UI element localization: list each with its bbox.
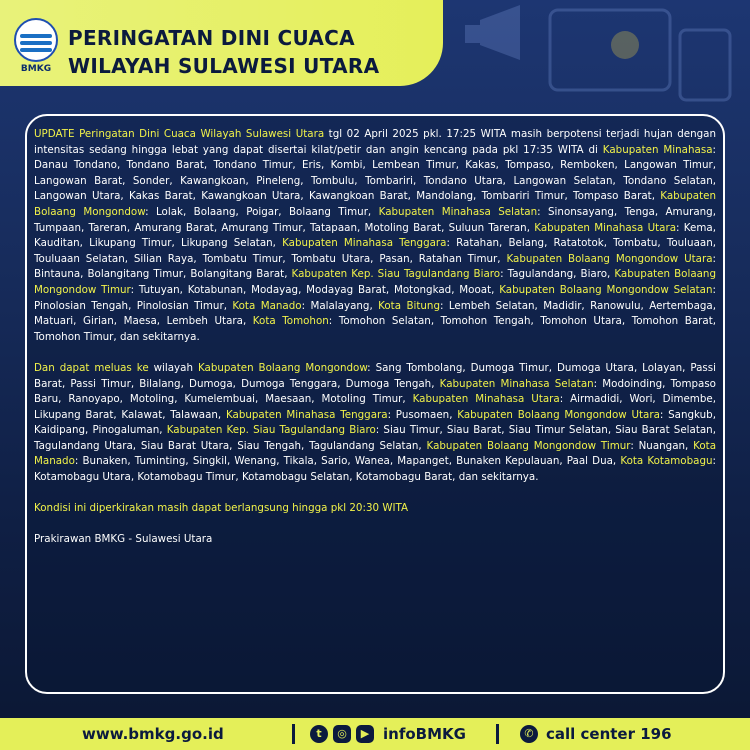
body-text: : Siau Timur, Siau Barat, Siau Timur Selatan, Siau Barat Selatan, Tagulandang Utara, Siau Barat Utara, Siau Tengah, Tagulandang Selatan, xyxy=(34,424,716,452)
region-label: Kabupaten Minahasa Tenggara xyxy=(225,408,388,421)
whatsapp-icon[interactable]: ✆ xyxy=(520,725,538,743)
region-label: Kabupaten Minahasa Selatan xyxy=(378,205,538,218)
background-illustration xyxy=(410,0,750,120)
region-label: Kabupaten Bolaang Mongondow Utara xyxy=(457,408,660,421)
region-label: Kabupaten Kep. Siau Tagulandang Biaro xyxy=(166,424,376,437)
region-label: Kota Tomohon xyxy=(252,315,329,328)
region-label: Kota Manado xyxy=(34,439,717,468)
header-banner xyxy=(0,0,443,86)
body-text: : Pinolosian Tengah, Pinolosian Timur, xyxy=(34,283,716,312)
region-label: Kabupaten Minahasa Selatan xyxy=(439,377,594,390)
region-label: Kabupaten Minahasa Utara xyxy=(534,221,677,234)
region-label: Kota Bitung xyxy=(378,299,440,312)
region-label: Kabupaten Bolaang Mongondow Timur xyxy=(34,268,716,296)
page-subtitle: WILAYAH SULAWESI UTARA xyxy=(68,54,380,78)
twitter-icon[interactable]: t xyxy=(310,725,328,743)
body-text: : Sang Tombolang, Dumoga Timur, Dumoga Utara, Lolayan, Passi Barat, Passi Timur, Bilalang, Dumoga, Dumoga Tenggara, Dumoga Tengah, xyxy=(34,361,716,390)
body-text: : Modoinding, Tompaso Baru, Ranoyapo, Motoling, Kumelembuai, Maesaan, Motoling Timur, xyxy=(34,377,716,406)
region-label: Dan dapat meluas ke xyxy=(34,361,149,374)
body-text: : Airmadidi, Wori, Dimembe, Likupang Barat, Kalawat, Talawaan, xyxy=(34,393,716,421)
body-text: : Pusomaen, xyxy=(387,408,458,421)
page-title: PERINGATAN DINI CUACA xyxy=(68,26,355,50)
body-text: tgl 02 April 2025 pkl. 17:25 WITA masih berpotensi terjadi hujan dengan intensitas sedang hingga lebat yang dapat disertai kilat/petir dan angin kencang pada pkl 17:35 WITA di xyxy=(34,128,716,156)
region-label: Kabupaten Bolaang Mongondow xyxy=(197,361,368,374)
body-text: : Sinonsayang, Tenga, Amurang, Tumpaan, Tareran, Amurang Barat, Amurang Timur, Tatapaan, Motoling Barat, Suluun Tareran, xyxy=(34,205,716,234)
region-label: Kota Kotamobagu xyxy=(620,455,713,468)
warning-content xyxy=(34,127,716,564)
call-center[interactable]: call center 196 xyxy=(546,725,672,743)
body-text: wilayah xyxy=(148,361,198,374)
logo-text: BMKG xyxy=(20,64,52,74)
divider xyxy=(496,724,499,744)
region-label: Kabupaten Bolaang Mongondow Selatan xyxy=(499,283,713,296)
body-text: : Bunaken, Tuminting, Singkil, Wenang, Tikala, Sario, Wanea, Mapanget, Bunaken Kepulauan, Paal Dua, xyxy=(74,455,621,468)
instagram-icon[interactable]: ◎ xyxy=(333,725,351,743)
region-label: Kabupaten Kep. Siau Tagulandang Biaro xyxy=(291,268,501,281)
bmkg-logo xyxy=(12,18,60,80)
region-label: Kota Manado xyxy=(232,299,302,312)
body-text: : Sangkub, Kaidipang, Pinogaluman, xyxy=(34,408,716,437)
body-text: : Bintauna, Bolangitang Timur, Bolangitang Barat, xyxy=(34,252,716,281)
region-label: Kabupaten Bolaang Mongondow xyxy=(34,190,716,218)
body-text: : Tutuyan, Kotabunan, Modayag, Modayag Barat, Motongkad, Mooat, xyxy=(130,283,500,296)
website-link[interactable]: www.bmkg.go.id xyxy=(82,725,224,743)
warning-paragraph xyxy=(34,127,716,345)
forecaster-signature: Prakirawan BMKG - Sulawesi Utara xyxy=(34,533,213,546)
region-label: Kabupaten Minahasa xyxy=(602,143,713,156)
social-handle[interactable]: infoBMKG xyxy=(383,725,466,743)
body-text: : Kotamobagu Utara, Kotamobagu Timur, Kotamobagu Selatan, Kotamobagu Barat, dan sekitarnya. xyxy=(34,455,716,484)
body-text: : Kema, Kauditan, Likupang Timur, Likupang Selatan, xyxy=(34,221,716,250)
body-text: : Lolak, Bolaang, Poigar, Bolaang Timur, xyxy=(145,205,379,218)
region-label: Kabupaten Minahasa Tenggara xyxy=(282,237,447,250)
body-text: : Lembeh Selatan, Madidir, Ranowulu, Aertembaga, Matuari, Girian, Maesa, Lembeh Utara, xyxy=(34,299,717,328)
region-label: Kabupaten Bolaang Mongondow Timur xyxy=(426,439,631,452)
region-label: UPDATE Peringatan Dini Cuaca Wilayah Sulawesi Utara xyxy=(34,128,325,140)
body-text: : Malalayang, xyxy=(301,299,379,312)
body-text: : Danau Tondano, Tondano Barat, Tondano Timur, Eris, Kombi, Lembean Timur, Kakas, Tompaso, Remboken, Langowan Timur, Langowan Barat, Sonder, Kawangkoan, Pineleng, Tombulu, Tombariri, Tondano Utara, Langowan Selatan, Tondano Selatan, Langowan Utara, Kakas Barat, Kawangkoan Utara, Kawangkoan Barat, Mandolang, Tombariri Timur, Tompaso Barat, xyxy=(34,143,716,203)
region-label: Kabupaten Bolaang Mongondow Utara xyxy=(506,252,713,265)
expansion-paragraph xyxy=(34,361,716,486)
youtube-icon[interactable]: ▶ xyxy=(356,725,374,743)
body-text: : Tomohon Selatan, Tomohon Tengah, Tomohon Utara, Tomohon Barat, Tomohon Timur, dan sekitarnya. xyxy=(34,315,717,343)
footer-bar xyxy=(0,718,750,750)
body-text: : Nuangan, xyxy=(630,439,694,452)
region-label: Kabupaten Minahasa Utara xyxy=(412,393,560,406)
body-text: : Tagulandang, Biaro, xyxy=(500,268,615,281)
duration-note: Kondisi ini diperkirakan masih dapat berlangsung hingga pkl 20:30 WITA xyxy=(34,502,409,515)
divider xyxy=(292,724,295,744)
body-text: : Ratahan, Belang, Ratatotok, Tombatu, Touluaan, Touluaan Selatan, Silian Raya, Tombatu Timur, Tombatu Utara, Pasan, Ratahan Timur, xyxy=(34,237,716,265)
